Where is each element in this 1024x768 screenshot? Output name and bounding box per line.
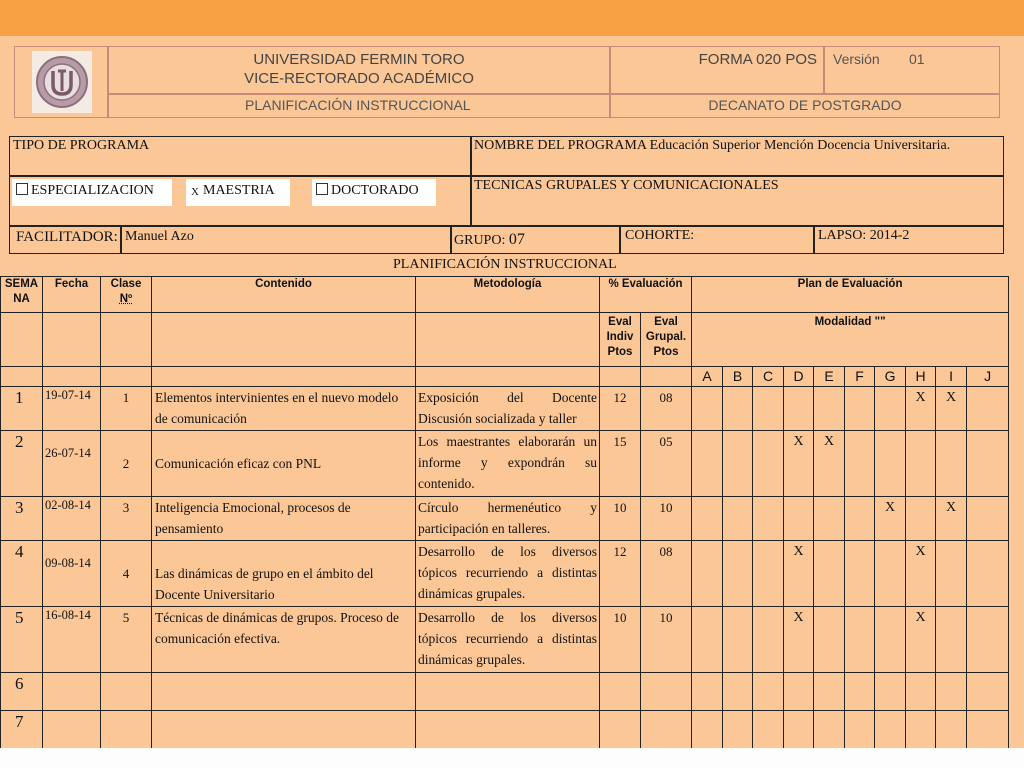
planning-rows — [1, 387, 1009, 749]
period-cell — [814, 226, 1004, 254]
version-label: Versión — [833, 51, 880, 67]
table-row — [1, 387, 1009, 431]
checkbox-especializacion[interactable] — [16, 183, 28, 195]
option-maestria-label: MAESTRIA — [203, 183, 275, 198]
modality-mark-cell — [906, 673, 936, 711]
table-row — [1, 541, 1009, 607]
modality-mark-cell — [845, 387, 875, 431]
modality-mark-cell — [967, 673, 1009, 711]
method-cell: Desarrollo de los diversos tópicos recurriendo a distintas dinámicas grupales. — [416, 607, 600, 673]
plan-title: PLANIFICACIÓN INSTRUCCIONAL — [393, 257, 617, 272]
table-row — [1, 607, 1009, 673]
deanery-cell — [610, 94, 1000, 118]
modality-mark-cell — [723, 541, 753, 607]
planning-subtitle: PLANIFICACIÓN INSTRUCCIONAL — [245, 97, 471, 113]
eval-group-cell: 08 — [641, 541, 692, 607]
vice-rectorate: VICE-RECTORADO ACADÉMICO — [244, 70, 474, 87]
modality-mark-cell — [814, 387, 845, 431]
modality-mark-cell — [692, 541, 723, 607]
option-doctorado[interactable] — [312, 179, 436, 206]
modality-mark-cell — [967, 711, 1009, 749]
modality-mark-cell: X — [875, 497, 906, 541]
group-label: GRUPO: — [454, 233, 506, 248]
table-row — [1, 711, 1009, 749]
course-name: TECNICAS GRUPALES Y COMUNICACIONALES — [474, 178, 779, 193]
date-cell: 16-08-14 — [43, 607, 101, 673]
eval-indiv-cell — [600, 711, 641, 749]
modality-mark-cell — [753, 711, 784, 749]
header-plan: Plan de Evaluación — [692, 277, 1009, 313]
facilitator-name: Manuel Azo — [125, 229, 194, 244]
modality-mark-cell — [875, 541, 906, 607]
modality-mark-cell — [967, 541, 1009, 607]
header-class: Clase Nº — [101, 277, 152, 313]
content-cell: Inteligencia Emocional, procesos de pensamiento — [152, 497, 416, 541]
week-cell: 6 — [1, 673, 43, 711]
modality-mark-cell — [845, 497, 875, 541]
class-cell — [101, 711, 152, 749]
modality-mark-cell — [692, 711, 723, 749]
modality-d: D — [784, 367, 814, 387]
modality-mark-cell — [845, 541, 875, 607]
modality-mark-cell — [845, 607, 875, 673]
modality-mark-cell — [875, 387, 906, 431]
eval-group-cell: 10 — [641, 497, 692, 541]
header-row-1 — [1, 277, 1009, 313]
period-value: 2014-2 — [869, 228, 910, 243]
content-cell — [152, 711, 416, 749]
eval-group-cell: 10 — [641, 607, 692, 673]
modality-h: H — [906, 367, 936, 387]
cohort-cell — [620, 226, 814, 254]
class-cell: 1 — [101, 387, 152, 431]
modality-f: F — [845, 367, 875, 387]
method-cell: Desarrollo de los diversos tópicos recurriendo a distintas dinámicas grupales. — [416, 541, 600, 607]
modality-mark-cell — [967, 387, 1009, 431]
modality-a: A — [692, 367, 723, 387]
header-evaluation: % Evaluación — [600, 277, 692, 313]
modality-mark-cell — [967, 431, 1009, 497]
content-cell: Comunicación eficaz con PNL — [152, 431, 416, 497]
modality-mark-cell — [692, 387, 723, 431]
modality-mark-cell — [814, 607, 845, 673]
modality-mark-cell — [936, 673, 967, 711]
period-label: LAPSO: — [818, 228, 867, 243]
modality-mark-cell — [814, 497, 845, 541]
modality-mark-cell — [692, 673, 723, 711]
header-week: SEMA NA — [1, 277, 43, 313]
modality-mark-cell — [723, 431, 753, 497]
modality-mark-cell — [723, 673, 753, 711]
eval-indiv-cell — [600, 673, 641, 711]
program-name-cell — [471, 136, 1004, 176]
program-name-value: Educación Superior Mención Docencia Universitaria. — [649, 138, 951, 153]
modality-mark-cell — [723, 607, 753, 673]
method-cell: Círculo hermenéutico y participación en talleres. — [416, 497, 600, 541]
form-code: FORMA 020 POS — [698, 51, 817, 68]
facilitator-value-cell — [121, 226, 451, 254]
checkbox-maestria[interactable]: X — [191, 186, 199, 198]
checkbox-doctorado[interactable] — [316, 183, 328, 195]
modality-mark-cell: X — [906, 541, 936, 607]
program-type-cell — [9, 136, 471, 176]
modality-mark-cell — [814, 711, 845, 749]
university-logo — [32, 51, 92, 113]
eval-indiv-cell: 12 — [600, 541, 641, 607]
eval-group-cell: 08 — [641, 387, 692, 431]
table-row — [1, 497, 1009, 541]
header-eval-indiv: Eval Indiv Ptos — [600, 313, 641, 367]
date-cell — [43, 673, 101, 711]
header-date: Fecha — [43, 277, 101, 313]
modality-mark-cell: X — [936, 387, 967, 431]
date-cell: 26-07-14 — [43, 431, 101, 497]
modality-mark-cell — [692, 431, 723, 497]
modality-mark-cell — [784, 387, 814, 431]
modality-mark-cell — [692, 607, 723, 673]
modality-mark-cell: X — [906, 607, 936, 673]
modality-mark-cell — [875, 673, 906, 711]
planning-table — [0, 276, 1009, 749]
class-cell — [101, 673, 152, 711]
modality-mark-cell — [845, 431, 875, 497]
modality-mark-cell — [875, 431, 906, 497]
class-cell: 2 — [101, 431, 152, 497]
facilitator-label: FACILITADOR: — [16, 229, 118, 245]
university-cell — [108, 46, 610, 94]
modality-mark-cell: X — [784, 431, 814, 497]
group-value: 07 — [508, 231, 525, 248]
modality-mark-cell — [936, 431, 967, 497]
week-cell: 3 — [1, 497, 43, 541]
method-cell — [416, 673, 600, 711]
program-name-label: NOMBRE DEL PROGRAMA — [474, 138, 647, 153]
modality-mark-cell — [936, 607, 967, 673]
eval-indiv-cell: 10 — [600, 607, 641, 673]
modality-mark-cell — [753, 431, 784, 497]
subtitle-cell — [108, 94, 610, 118]
page-bottom-margin — [0, 748, 1024, 768]
modality-j: J — [967, 367, 1009, 387]
option-doctorado-label: DOCTORADO — [331, 183, 419, 198]
method-cell: Los maestrantes elaborarán un informe y expondrán su contenido. — [416, 431, 600, 497]
modality-mark-cell — [723, 497, 753, 541]
modality-mark-cell — [814, 541, 845, 607]
form-cell — [610, 46, 824, 94]
modality-mark-cell — [723, 387, 753, 431]
modality-mark-cell — [723, 711, 753, 749]
modality-mark-cell — [875, 607, 906, 673]
modality-mark-cell — [967, 497, 1009, 541]
top-accent-bar — [0, 0, 1024, 36]
modality-e: E — [814, 367, 845, 387]
header-row-2 — [1, 313, 1009, 367]
modality-mark-cell — [753, 607, 784, 673]
version-value: 01 — [909, 51, 925, 67]
modality-mark-cell: X — [936, 497, 967, 541]
modality-mark-cell: X — [784, 607, 814, 673]
group-cell — [451, 226, 620, 254]
modality-mark-cell — [845, 673, 875, 711]
header-eval-group: Eval Grupal. Ptos — [641, 313, 692, 367]
content-cell: Técnicas de dinámicas de grupos. Proceso de comunicación efectiva. — [152, 607, 416, 673]
week-cell: 4 — [1, 541, 43, 607]
logo-cell — [14, 46, 108, 118]
modality-mark-cell — [814, 673, 845, 711]
eval-indiv-cell: 10 — [600, 497, 641, 541]
modality-c: C — [753, 367, 784, 387]
modality-mark-cell — [753, 497, 784, 541]
modality-b: B — [723, 367, 753, 387]
program-type-label: TIPO DE PROGRAMA — [13, 138, 150, 153]
class-cell: 4 — [101, 541, 152, 607]
modality-mark-cell: X — [814, 431, 845, 497]
date-cell — [43, 711, 101, 749]
method-cell: Exposición del Docente Discusión socializada y taller — [416, 387, 600, 431]
modality-mark-cell — [784, 497, 814, 541]
facilitator-label-cell — [9, 226, 121, 254]
modality-g: G — [875, 367, 906, 387]
modality-mark-cell — [936, 711, 967, 749]
header-content: Contenido — [152, 277, 416, 313]
eval-group-cell — [641, 673, 692, 711]
header-method: Metodología — [416, 277, 600, 313]
version-cell — [824, 46, 1000, 94]
date-cell: 19-07-14 — [43, 387, 101, 431]
method-cell — [416, 711, 600, 749]
table-row — [1, 673, 1009, 711]
modality-mark-cell — [753, 387, 784, 431]
modality-mark-cell — [906, 497, 936, 541]
university-name: UNIVERSIDAD FERMIN TORO — [253, 51, 465, 68]
date-cell: 09-08-14 — [43, 541, 101, 607]
modality-mark-cell — [784, 711, 814, 749]
class-cell: 5 — [101, 607, 152, 673]
modality-mark-cell — [753, 673, 784, 711]
modality-i: I — [936, 367, 967, 387]
course-cell — [471, 176, 1004, 226]
cohort-label: COHORTE: — [625, 228, 695, 243]
option-maestria[interactable] — [186, 179, 290, 206]
modality-mark-cell: X — [906, 387, 936, 431]
modality-mark-cell — [692, 497, 723, 541]
modality-mark-cell — [845, 711, 875, 749]
content-cell: Elementos intervinientes en el nuevo modelo de comunicación — [152, 387, 416, 431]
modality-mark-cell — [784, 673, 814, 711]
modality-mark-cell — [875, 711, 906, 749]
modality-mark-cell — [753, 541, 784, 607]
header-row-3 — [1, 367, 1009, 387]
option-especializacion-label: ESPECIALIZACION — [31, 183, 154, 198]
eval-group-cell: 05 — [641, 431, 692, 497]
week-cell: 7 — [1, 711, 43, 749]
class-cell: 3 — [101, 497, 152, 541]
modality-mark-cell — [967, 607, 1009, 673]
date-cell: 02-08-14 — [43, 497, 101, 541]
modality-mark-cell — [936, 541, 967, 607]
week-cell: 1 — [1, 387, 43, 431]
content-cell — [152, 673, 416, 711]
modality-mark-cell — [906, 711, 936, 749]
deanery-name: DECANATO DE POSTGRADO — [708, 97, 902, 113]
modality-mark-cell — [906, 431, 936, 497]
header-modality: Modalidad "" — [692, 313, 1009, 367]
week-cell: 2 — [1, 431, 43, 497]
eval-indiv-cell: 15 — [600, 431, 641, 497]
eval-indiv-cell: 12 — [600, 387, 641, 431]
table-row — [1, 431, 1009, 497]
content-cell: Las dinámicas de grupo en el ámbito del Docente Universitario — [152, 541, 416, 607]
option-especializacion[interactable] — [12, 179, 172, 206]
week-cell: 5 — [1, 607, 43, 673]
eval-group-cell — [641, 711, 692, 749]
modality-mark-cell: X — [784, 541, 814, 607]
